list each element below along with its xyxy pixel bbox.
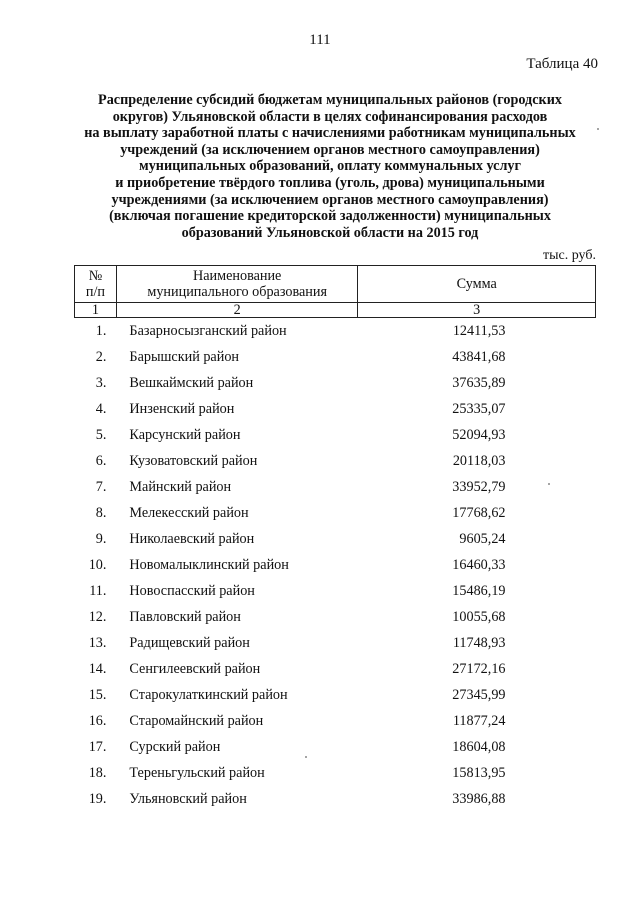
row-number: 10.: [88, 556, 107, 573]
row-number: 4.: [95, 400, 107, 417]
district-name: Майнский район: [129, 478, 232, 495]
table-row: [75, 396, 596, 422]
table-row: [75, 370, 596, 396]
subsidy-amount: 10055,68: [452, 608, 506, 625]
district-name: Старомайнский район: [129, 712, 264, 729]
district-name: Инзенский район: [129, 400, 235, 417]
table-row: [75, 708, 596, 734]
district-name: Мелекесский район: [129, 504, 249, 521]
district-name: Новомалыклинский район: [129, 556, 289, 573]
page-number: 111: [309, 32, 331, 48]
subsidy-table: [74, 265, 596, 812]
row-number: 19.: [88, 790, 107, 807]
header-number-abbr: п/п: [85, 284, 106, 300]
table-row: [75, 422, 596, 448]
header-number: [75, 266, 117, 303]
row-number: 11.: [89, 582, 107, 599]
document-title: [70, 92, 590, 241]
scan-speck: [548, 483, 550, 485]
subsidy-amount: 37635,89: [452, 374, 506, 391]
column-number: 3: [358, 303, 596, 318]
district-name: Барышский район: [129, 348, 240, 365]
row-number: 15.: [88, 686, 107, 703]
district-name: Кузоватовский район: [129, 452, 258, 469]
subsidy-amount: 17768,62: [452, 504, 506, 521]
column-number: 1: [75, 303, 117, 318]
subsidy-amount: 33952,79: [452, 478, 506, 495]
table-body: [75, 318, 596, 813]
subsidy-amount: 27172,16: [452, 660, 506, 677]
scan-speck: [597, 128, 599, 130]
subsidy-amount: 11748,93: [452, 634, 506, 651]
table-row: [75, 604, 596, 630]
subsidy-amount: 16460,33: [452, 556, 506, 573]
header-row: [75, 266, 596, 303]
header-name: [116, 266, 358, 303]
subsidy-amount: 11877,24: [452, 712, 506, 729]
subsidy-amount: 33986,88: [452, 790, 506, 807]
title-line: Распределение субсидий бюджетам муниципальных районов (городских: [98, 92, 562, 108]
table-row: [75, 760, 596, 786]
table-row: [75, 344, 596, 370]
title-line: учреждениями (за исключением органов местного самоуправления): [111, 191, 549, 208]
units-label: тыс. руб.: [543, 248, 596, 263]
district-name: Новоспасский район: [129, 582, 255, 599]
subsidy-amount: 9605,24: [459, 530, 506, 547]
scan-speck: [305, 756, 307, 758]
subsidy-amount: 15486,19: [452, 582, 506, 599]
table-row: [75, 448, 596, 474]
table-header: [75, 266, 596, 318]
district-name: Ульяновский район: [129, 790, 247, 807]
row-number: 1.: [95, 322, 107, 339]
title-line: и приобретение твёрдого топлива (уголь, дрова) муниципальными: [115, 174, 545, 191]
subsidy-amount: 27345,99: [452, 686, 506, 703]
header-sum: Сумма: [358, 266, 596, 303]
title-line: (включая погашение кредиторской задолженности) муниципальных: [109, 208, 551, 225]
subsidy-amount: 15813,95: [452, 764, 506, 781]
table-row: [75, 630, 596, 656]
row-number: 17.: [88, 738, 107, 755]
table-row: [75, 526, 596, 552]
district-name: Сенгилеевский район: [129, 660, 261, 677]
table-row: [75, 500, 596, 526]
district-name: Николаевский район: [129, 530, 255, 547]
title-line: округов) Ульяновской области в целях софинансирования расходов: [112, 108, 548, 125]
district-name: Старокулаткинский район: [129, 686, 288, 703]
subsidy-amount: 20118,03: [452, 452, 506, 469]
title-line: муниципальных образований, оплату коммунальных услуг: [139, 158, 521, 175]
row-number: 5.: [95, 426, 107, 443]
row-number: 8.: [95, 504, 107, 521]
header-name-line2: муниципального образования: [147, 284, 327, 300]
district-name: Базарносызганский район: [129, 322, 287, 339]
table-row: [75, 656, 596, 682]
table-row: [75, 552, 596, 578]
district-name: Карсунский район: [129, 426, 241, 443]
row-number: 6.: [95, 452, 107, 469]
subsidy-amount: 12411,53: [452, 322, 506, 339]
row-number: 2.: [95, 348, 107, 365]
row-number: 13.: [88, 634, 107, 651]
subsidy-amount: 43841,68: [452, 348, 506, 365]
table-row: [75, 786, 596, 812]
row-number: 9.: [95, 530, 107, 547]
table-label: Таблица 40: [526, 56, 598, 72]
title-line: учреждений (за исключением органов местного самоуправления): [120, 141, 540, 158]
title-line: образований Ульяновской области на 2015 год: [181, 224, 479, 241]
table-row: [75, 734, 596, 760]
table-row: [75, 578, 596, 604]
row-number: 7.: [95, 478, 107, 495]
district-name: Радищевский район: [129, 634, 250, 651]
district-name: Тереньгульский район: [129, 764, 265, 781]
header-name-line1: Наименование: [192, 268, 282, 284]
title-line: на выплату заработной платы с начислениями работникам муниципальных: [84, 125, 576, 142]
table-row: [75, 474, 596, 500]
row-number: 3.: [95, 374, 107, 391]
district-name: Павловский район: [129, 608, 241, 625]
header-number-symbol: №: [88, 268, 103, 284]
subsidy-amount: 18604,08: [452, 738, 506, 755]
district-name: Вешкаймский район: [129, 374, 254, 391]
row-number: 16.: [88, 712, 107, 729]
column-number-row: [75, 303, 596, 318]
row-number: 18.: [88, 764, 107, 781]
subsidy-amount: 25335,07: [452, 400, 506, 417]
column-number: 2: [116, 303, 358, 318]
row-number: 14.: [88, 660, 107, 677]
district-name: Сурский район: [129, 738, 221, 755]
row-number: 12.: [88, 608, 107, 625]
table-row: [75, 682, 596, 708]
table-row: [75, 318, 596, 345]
subsidy-amount: 52094,93: [452, 426, 506, 443]
